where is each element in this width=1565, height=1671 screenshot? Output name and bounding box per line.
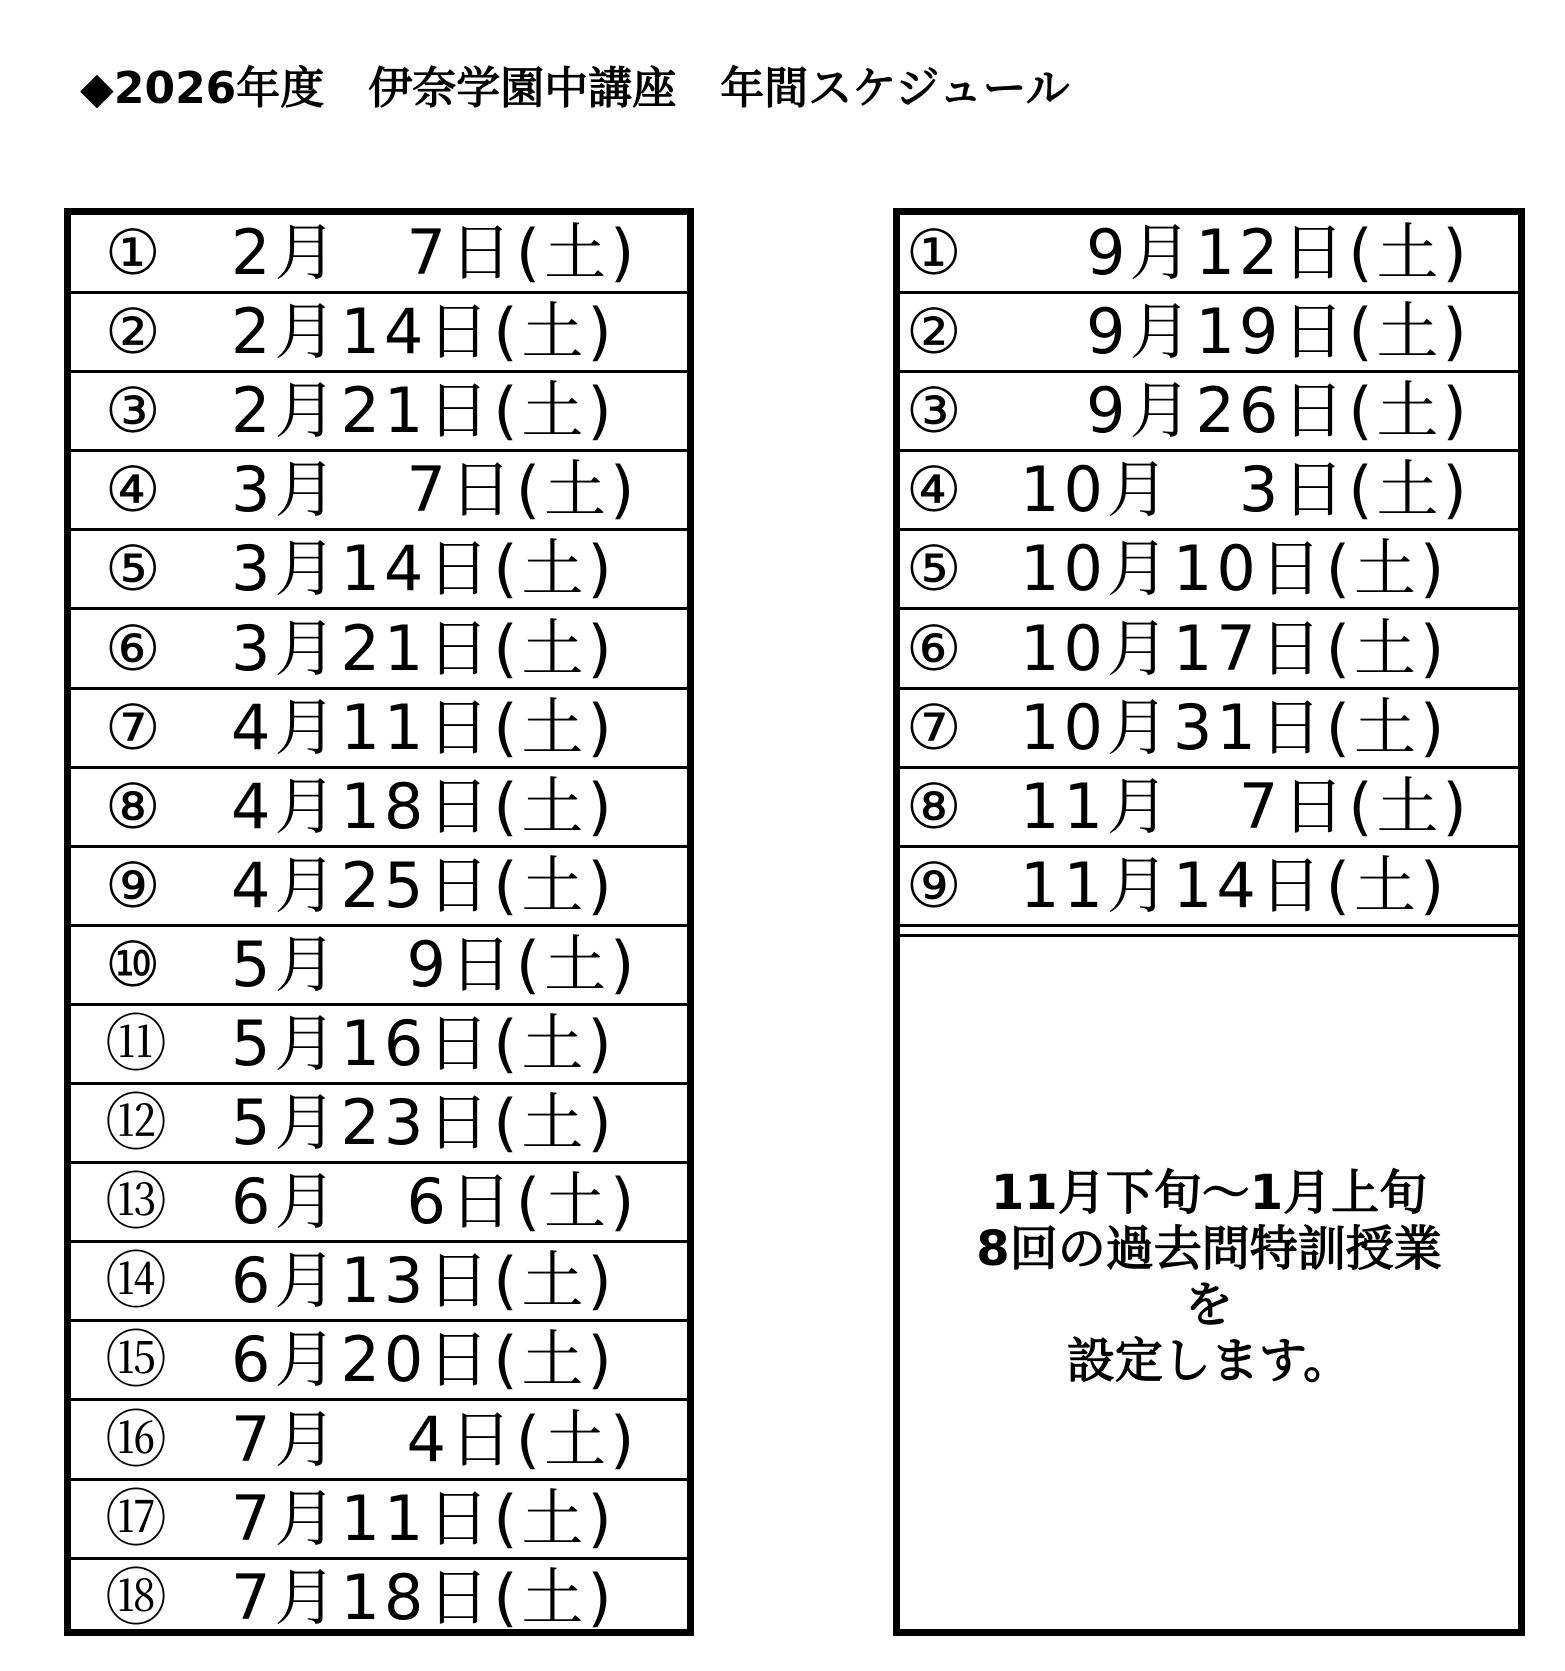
note-line-2: 8回の過去問特訓授業 bbox=[976, 1221, 1442, 1277]
schedule-row bbox=[900, 848, 1518, 927]
schedule-row bbox=[71, 690, 687, 769]
session-number: ③ bbox=[906, 374, 962, 448]
session-date: 6月13日(土) bbox=[231, 1244, 616, 1318]
session-number: ④ bbox=[105, 453, 161, 527]
session-date: 3月21日(土) bbox=[231, 611, 616, 685]
session-number: ⑫ bbox=[105, 1086, 168, 1160]
session-date: 5月 9日(土) bbox=[231, 927, 639, 1001]
schedule-row bbox=[71, 1481, 687, 1560]
session-number: ⑤ bbox=[105, 532, 161, 606]
schedule-row bbox=[71, 1322, 687, 1401]
session-number: ③ bbox=[105, 374, 161, 448]
session-date: 9月19日(土) bbox=[1020, 295, 1471, 369]
session-number: ② bbox=[906, 295, 962, 369]
schedule-row bbox=[71, 927, 687, 1006]
schedule-row bbox=[71, 452, 687, 531]
schedule-row bbox=[71, 531, 687, 610]
schedule-row bbox=[900, 294, 1518, 373]
session-number: ⑨ bbox=[906, 848, 962, 922]
schedule-row bbox=[71, 611, 687, 690]
session-date: 5月16日(土) bbox=[231, 1007, 616, 1080]
schedule-row bbox=[900, 452, 1518, 531]
schedule-row bbox=[900, 215, 1518, 294]
session-date: 10月 3日(土) bbox=[1020, 453, 1471, 527]
schedule-row bbox=[71, 1006, 687, 1085]
session-number: ⑬ bbox=[105, 1165, 168, 1239]
schedule-row bbox=[71, 294, 687, 373]
session-number: ⑦ bbox=[105, 690, 161, 764]
schedule-row bbox=[71, 1243, 687, 1322]
schedule-row bbox=[900, 611, 1518, 690]
session-date: 11月14日(土) bbox=[1020, 848, 1449, 922]
session-number: ① bbox=[906, 216, 962, 289]
session-number: ⑥ bbox=[906, 611, 962, 685]
schedule-row bbox=[71, 1402, 687, 1481]
note-line-1: 11月下旬～1月上旬 bbox=[990, 1165, 1428, 1221]
session-date: 6月20日(土) bbox=[231, 1323, 616, 1397]
page-title: ◆2026年度 伊奈学園中講座 年間スケジュール bbox=[80, 63, 1070, 114]
session-date: 2月14日(土) bbox=[231, 295, 616, 369]
session-number: ② bbox=[105, 295, 161, 369]
session-date: 6月 6日(土) bbox=[231, 1165, 639, 1239]
session-date: 2月 7日(土) bbox=[231, 216, 639, 289]
session-number: ⑨ bbox=[105, 848, 161, 922]
session-date: 7月18日(土) bbox=[231, 1560, 616, 1634]
schedule-row bbox=[71, 1085, 687, 1164]
session-date: 9月26日(土) bbox=[1020, 374, 1471, 448]
session-number: ⑩ bbox=[105, 927, 161, 1001]
session-number: ⑤ bbox=[906, 532, 962, 606]
session-date: 4月11日(土) bbox=[231, 690, 616, 764]
session-number: ④ bbox=[906, 453, 962, 527]
schedule-table-right bbox=[893, 208, 1525, 1636]
session-date: 7月 4日(土) bbox=[231, 1402, 639, 1476]
session-number: ⑭ bbox=[105, 1244, 168, 1318]
session-number: ⑥ bbox=[105, 611, 161, 685]
schedule-row bbox=[900, 690, 1518, 769]
session-number: ⑮ bbox=[105, 1323, 168, 1397]
session-date: 10月10日(土) bbox=[1020, 532, 1449, 606]
session-number: ⑧ bbox=[906, 769, 962, 843]
session-date: 5月23日(土) bbox=[231, 1086, 616, 1160]
schedule-row bbox=[71, 848, 687, 927]
special-class-note bbox=[900, 1165, 1518, 1389]
session-number: ⑯ bbox=[105, 1402, 168, 1476]
schedule-row bbox=[71, 769, 687, 848]
schedule-row bbox=[71, 1560, 687, 1639]
schedule-table-left bbox=[64, 208, 694, 1636]
schedule-row bbox=[71, 1164, 687, 1243]
session-number: ⑦ bbox=[906, 690, 962, 764]
note-line-4: 設定します。 bbox=[1066, 1333, 1352, 1389]
schedule-row bbox=[900, 373, 1518, 452]
schedule-row bbox=[71, 215, 687, 294]
session-number: ⑰ bbox=[105, 1481, 168, 1555]
double-rule-divider bbox=[900, 924, 1518, 937]
note-line-3: を bbox=[1184, 1277, 1233, 1333]
session-date: 4月25日(土) bbox=[231, 848, 616, 922]
session-number: ⑪ bbox=[105, 1007, 168, 1080]
session-date: 4月18日(土) bbox=[231, 769, 616, 843]
session-number: ① bbox=[105, 216, 161, 289]
session-date: 9月12日(土) bbox=[1020, 216, 1471, 289]
session-number: ⑱ bbox=[105, 1560, 168, 1634]
session-date: 10月31日(土) bbox=[1020, 690, 1449, 764]
session-number: ⑧ bbox=[105, 769, 161, 843]
schedule-row bbox=[900, 769, 1518, 848]
session-date: 11月 7日(土) bbox=[1020, 769, 1471, 843]
session-date: 10月17日(土) bbox=[1020, 611, 1449, 685]
session-date: 3月14日(土) bbox=[231, 532, 616, 606]
session-date: 2月21日(土) bbox=[231, 374, 616, 448]
session-date: 3月 7日(土) bbox=[231, 453, 639, 527]
schedule-row bbox=[900, 531, 1518, 610]
session-date: 7月11日(土) bbox=[231, 1481, 616, 1555]
schedule-row bbox=[71, 373, 687, 452]
